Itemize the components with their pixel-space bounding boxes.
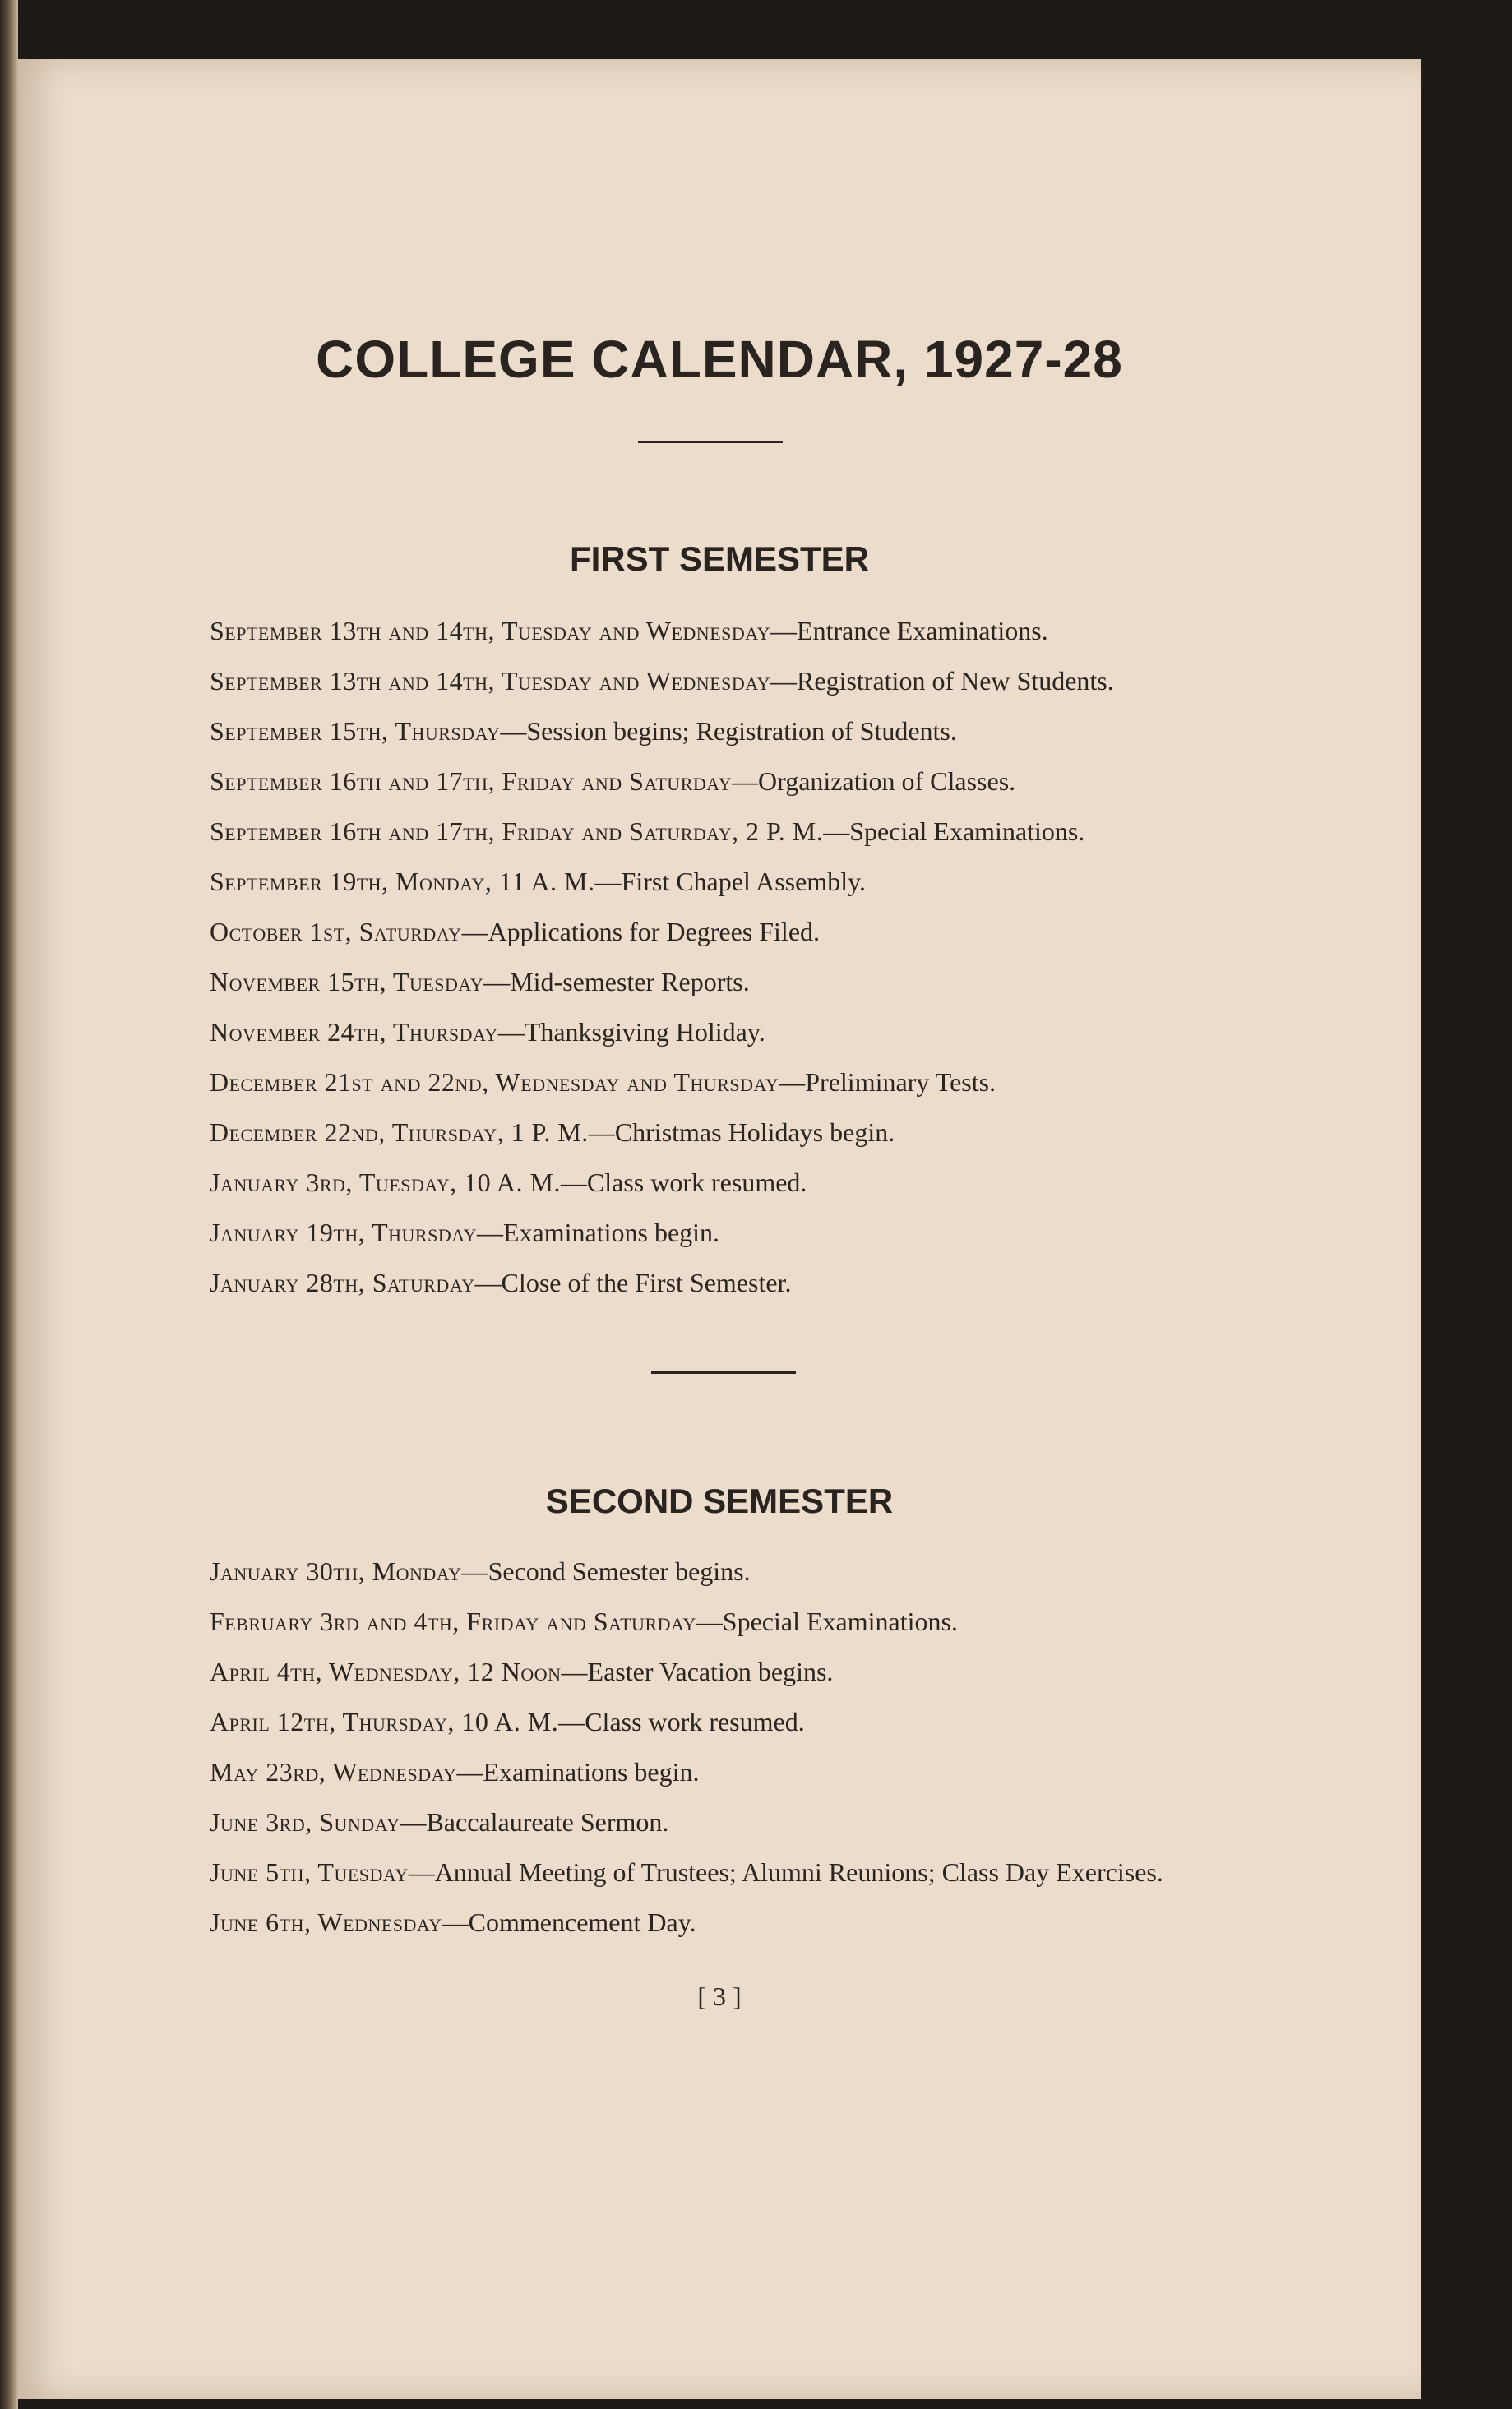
entry-date: January 3rd, xyxy=(210,1168,359,1197)
entry-event: —Registration of New Students. xyxy=(770,666,1114,696)
entry-date: April 4th, xyxy=(210,1657,330,1686)
entry-date: June 3rd, xyxy=(210,1807,320,1837)
entry-day: Tuesday, 10 A. M. xyxy=(358,1168,561,1197)
entry-event: —Second Semester begins. xyxy=(461,1556,751,1586)
entry-date: January 30th, xyxy=(210,1556,372,1586)
entry-day: Thursday xyxy=(372,1218,477,1247)
calendar-entry xyxy=(210,1803,1270,1841)
entry-date: April 12th, xyxy=(210,1707,343,1736)
entry-event: —Thanksgiving Holiday. xyxy=(497,1017,765,1047)
first-semester-heading: FIRST SEMESTER xyxy=(569,539,870,578)
entry-date: November 24th, xyxy=(210,1017,393,1047)
calendar-entry xyxy=(210,1214,1270,1251)
calendar-entry xyxy=(210,1602,1270,1640)
entry-event: —Class work resumed. xyxy=(558,1707,805,1736)
entry-date: June 5th, xyxy=(210,1857,318,1887)
entry-day: Thursday xyxy=(395,716,501,746)
calendar-entry xyxy=(210,1653,1270,1690)
entry-event: —Session begins; Registration of Students. xyxy=(500,716,957,746)
entry-day: Wednesday xyxy=(317,1907,442,1937)
entry-date: December 21st and 22nd, xyxy=(210,1067,496,1097)
page-title: COLLEGE CALENDAR, 1927-28 xyxy=(316,330,1123,389)
binding-edge xyxy=(0,0,18,2409)
entry-day: Wednesday xyxy=(332,1757,457,1787)
entry-event: —Examinations begin. xyxy=(456,1757,700,1787)
entry-event: —Special Examinations. xyxy=(696,1607,958,1636)
entry-event: —Baccalaureate Sermon. xyxy=(400,1807,669,1837)
second-semester-list xyxy=(210,1552,1270,1954)
entry-day: Monday xyxy=(372,1556,462,1586)
entry-event: —Mid-semester Reports. xyxy=(483,967,750,996)
page-number: [ 3 ] xyxy=(697,1981,742,2011)
entry-event: —Annual Meeting of Trustees; Alumni Reunions; Class Day Exercises. xyxy=(408,1857,1163,1887)
entry-event: —Special Examinations. xyxy=(823,816,1085,846)
calendar-entry xyxy=(210,1163,1270,1201)
calendar-entry xyxy=(210,862,1270,900)
calendar-entry xyxy=(210,963,1270,1001)
calendar-entry xyxy=(210,1903,1270,1941)
calendar-entry xyxy=(210,1703,1270,1741)
section-divider xyxy=(651,1371,796,1374)
entry-date: September 16th and 17th, xyxy=(210,816,502,846)
calendar-entry xyxy=(210,762,1270,800)
entry-day: Monday, 11 A. M. xyxy=(395,867,595,896)
entry-date: May 23rd, xyxy=(210,1757,333,1787)
second-semester-heading: SECOND SEMESTER xyxy=(545,1482,894,1520)
calendar-entry xyxy=(210,812,1270,850)
entry-event: —Organization of Classes. xyxy=(732,766,1016,796)
entry-day: Wednesday and Thursday xyxy=(495,1067,779,1097)
entry-day: Tuesday and Wednesday xyxy=(501,616,771,645)
calendar-entry xyxy=(210,662,1270,700)
entry-date: September 13th and 14th, xyxy=(210,616,502,645)
entry-date: December 22nd, xyxy=(210,1117,392,1147)
entry-event: —Class work resumed. xyxy=(560,1168,807,1197)
entry-date: February 3rd and 4th, xyxy=(210,1607,467,1636)
entry-day: Saturday xyxy=(358,917,462,946)
entry-date: September 13th and 14th, xyxy=(210,666,502,696)
entry-event: —Easter Vacation begins. xyxy=(561,1657,834,1686)
first-semester-list xyxy=(210,612,1270,1314)
entry-day: Saturday xyxy=(372,1268,475,1297)
entry-event: —Applications for Degrees Filed. xyxy=(461,917,821,946)
entry-day: Thursday, 1 P. M. xyxy=(391,1117,589,1147)
entry-date: October 1st, xyxy=(210,917,359,946)
entry-event: —Preliminary Tests. xyxy=(779,1067,996,1097)
calendar-entry xyxy=(210,712,1270,750)
entry-day: Wednesday, 12 Noon xyxy=(329,1657,562,1686)
entry-event: —Commencement Day. xyxy=(442,1907,696,1937)
calendar-entry xyxy=(210,1063,1270,1101)
title-divider xyxy=(638,441,783,443)
entry-day: Friday and Saturday xyxy=(466,1607,696,1636)
calendar-entry xyxy=(210,1264,1270,1302)
calendar-entry xyxy=(210,1552,1270,1590)
entry-day: Friday and Saturday, 2 P. M. xyxy=(502,816,824,846)
entry-event: —Entrance Examinations. xyxy=(770,616,1048,645)
entry-date: September 19th, xyxy=(210,867,396,896)
entry-day: Tuesday and Wednesday xyxy=(501,666,771,696)
entry-event: —Christmas Holidays begin. xyxy=(588,1117,895,1147)
entry-day: Sunday xyxy=(319,1807,400,1837)
entry-day: Thursday, 10 A. M. xyxy=(342,1707,559,1736)
entry-day: Friday and Saturday xyxy=(502,766,733,796)
entry-date: June 6th, xyxy=(210,1907,318,1937)
calendar-entry xyxy=(210,913,1270,950)
calendar-entry xyxy=(210,1113,1270,1151)
calendar-entry xyxy=(210,1753,1270,1791)
entry-day: Tuesday xyxy=(392,967,484,996)
entry-date: January 19th, xyxy=(210,1218,372,1247)
document-page xyxy=(18,59,1421,2399)
entry-day: Thursday xyxy=(392,1017,498,1047)
calendar-entry xyxy=(210,612,1270,650)
entry-date: January 28th, xyxy=(210,1268,372,1297)
entry-event: —Close of the First Semester. xyxy=(474,1268,792,1297)
entry-day: Tuesday xyxy=(317,1857,409,1887)
entry-date: September 16th and 17th, xyxy=(210,766,502,796)
entry-event: —Examinations begin. xyxy=(476,1218,720,1247)
entry-date: September 15th, xyxy=(210,716,395,746)
entry-date: November 15th, xyxy=(210,967,393,996)
calendar-entry xyxy=(210,1013,1270,1051)
entry-event: —First Chapel Assembly. xyxy=(594,867,866,896)
calendar-entry xyxy=(210,1853,1270,1891)
